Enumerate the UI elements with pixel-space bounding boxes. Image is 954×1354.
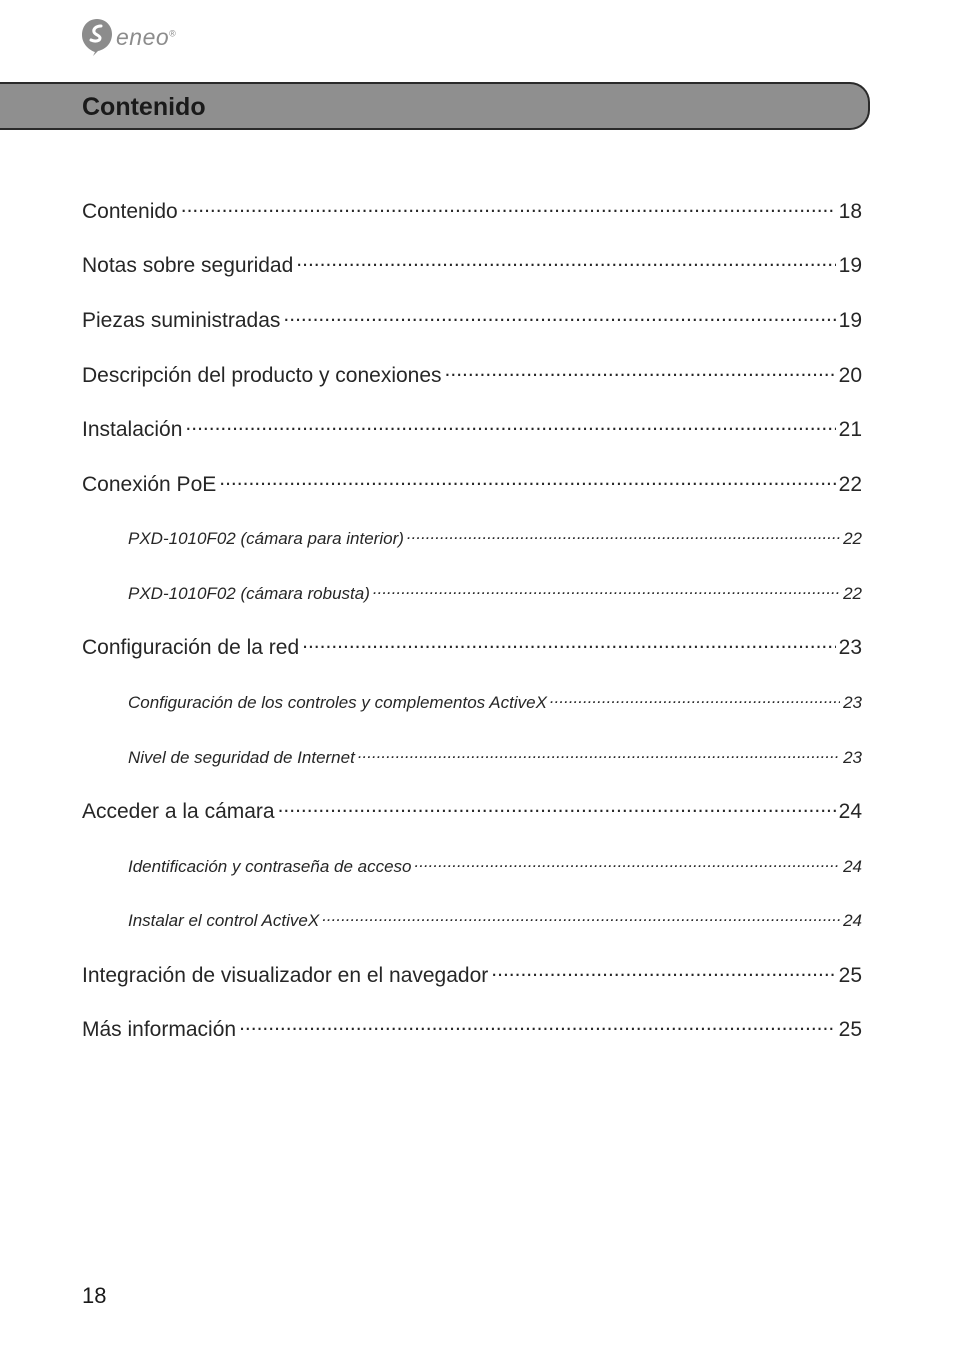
- toc-subentry[interactable]: [128, 582, 862, 604]
- toc-entry-title: Conexión PoE: [82, 473, 217, 496]
- toc-subentry[interactable]: [128, 746, 862, 768]
- toc-entry-title: Descripción del producto y conexiones: [82, 364, 442, 387]
- toc-leader-dots: [302, 633, 836, 654]
- toc-entry-title: Integración de visualizador en el navegador: [82, 964, 489, 987]
- logo-wordmark: eneo®: [116, 23, 177, 50]
- toc-entry-page: 25: [838, 964, 862, 987]
- toc-entry-title: PXD-1010F02 (cámara para interior): [128, 529, 404, 548]
- section-title: Contenido: [82, 93, 206, 121]
- toc-entry-page: 21: [838, 418, 862, 441]
- toc-entry-page: 22: [838, 473, 862, 496]
- toc-subentry[interactable]: [128, 855, 862, 877]
- toc-entry[interactable]: [82, 633, 862, 660]
- toc-entry-title: Instalar el control ActiveX: [128, 911, 320, 930]
- toc-entry[interactable]: [82, 197, 862, 224]
- toc-entry-title: Instalación: [82, 418, 183, 441]
- toc-entry-page: 25: [838, 1018, 862, 1041]
- toc-entry-page: 23: [843, 693, 862, 712]
- toc-entry[interactable]: [82, 306, 862, 333]
- toc-entry[interactable]: [82, 961, 862, 988]
- toc-entry-page: 18: [838, 200, 862, 223]
- toc-leader-dots: [415, 855, 841, 872]
- toc-entry-page: 22: [843, 529, 862, 548]
- toc-entry[interactable]: [82, 415, 862, 442]
- toc-entry-page: 19: [838, 254, 862, 277]
- toc-entry-page: 19: [838, 309, 862, 332]
- toc-entry[interactable]: [82, 470, 862, 497]
- toc-subentry[interactable]: [128, 691, 862, 713]
- toc-leader-dots: [407, 527, 840, 544]
- toc-entry-title: Configuración de la red: [82, 636, 300, 659]
- toc-entry-title: Configuración de los controles y complementos ActiveX: [128, 693, 547, 712]
- toc-entry[interactable]: [82, 251, 862, 278]
- toc-entry-title: Notas sobre seguridad: [82, 254, 294, 277]
- page-number: 18: [82, 1283, 107, 1308]
- toc-leader-dots: [181, 197, 836, 218]
- toc-leader-dots: [358, 746, 840, 763]
- toc-leader-dots: [445, 361, 836, 382]
- toc-leader-dots: [219, 470, 835, 491]
- toc-entry-page: 22: [843, 584, 862, 603]
- toc-entry-page: 23: [838, 636, 862, 659]
- toc-leader-dots: [491, 961, 835, 982]
- toc-leader-dots: [283, 306, 835, 327]
- toc-entry-title: Acceder a la cámara: [82, 800, 275, 823]
- toc-entry-title: Identificación y contraseña de acceso: [128, 857, 412, 876]
- toc-leader-dots: [296, 251, 835, 272]
- toc-leader-dots: [550, 691, 840, 708]
- toc-entry-title: Contenido: [82, 200, 178, 223]
- toc-entry[interactable]: [82, 361, 862, 388]
- toc-entry[interactable]: [82, 797, 862, 824]
- toc-subentry[interactable]: [128, 909, 862, 931]
- toc-leader-dots: [278, 797, 836, 818]
- eneo-logo-icon: [80, 17, 114, 57]
- toc-subentry[interactable]: [128, 527, 862, 549]
- toc-entry[interactable]: [82, 1015, 862, 1042]
- toc-entry-page: 24: [843, 857, 862, 876]
- toc-leader-dots: [373, 582, 840, 599]
- toc-leader-dots: [239, 1015, 836, 1036]
- toc-entry-title: Piezas suministradas: [82, 309, 281, 332]
- toc-entry-page: 24: [838, 800, 862, 823]
- toc-entry-title: Nivel de seguridad de Internet: [128, 748, 355, 767]
- eneo-logo: [80, 16, 176, 58]
- toc-entry-page: 24: [843, 911, 862, 930]
- toc-entry-title: Más información: [82, 1018, 237, 1041]
- toc-entry-page: 23: [843, 748, 862, 767]
- toc-leader-dots: [322, 909, 840, 926]
- toc-entry-page: 20: [838, 364, 862, 387]
- toc-leader-dots: [185, 415, 835, 436]
- toc-entry-title: PXD-1010F02 (cámara robusta): [128, 584, 370, 603]
